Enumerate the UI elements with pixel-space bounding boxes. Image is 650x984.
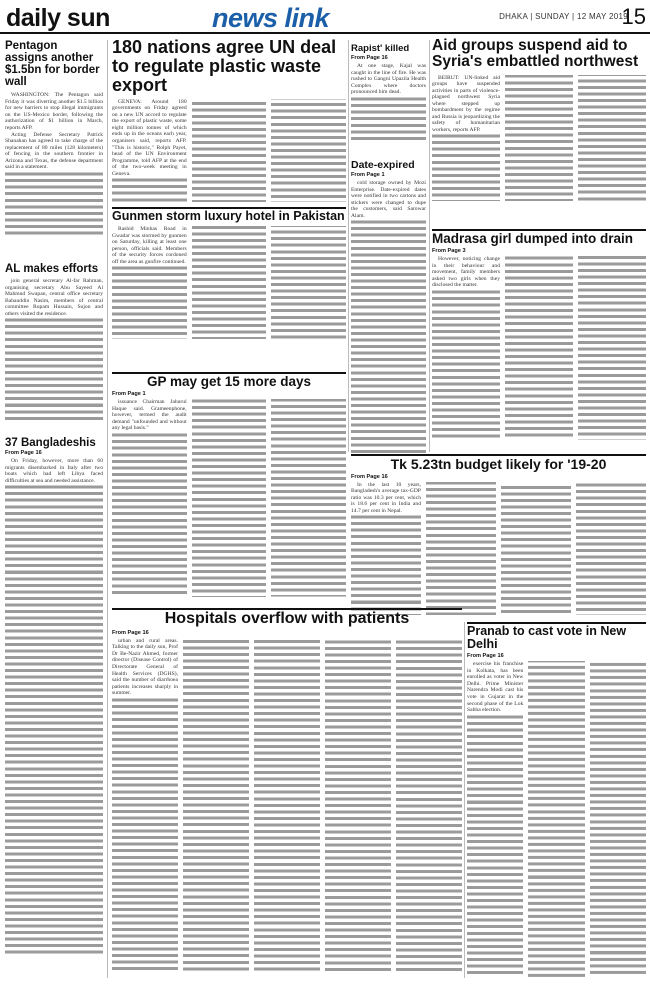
jump-line: From Page 1 [351, 172, 385, 179]
story-body [432, 75, 646, 222]
story-text: At one stage, Kajal was caught in the line of fire. He was rushed to Gangni Upazila Health Complex where doctors pronounced him dead. [351, 62, 426, 96]
headline: GP may get 15 more days [146, 375, 312, 389]
masthead [0, 0, 650, 34]
story-rapist [351, 44, 426, 156]
story-text: cold storage owned by Mozi Enterprise. Date-expired dates were notified in two cartons and stickers were changed to dupe the customers, said Sarowar Alam. [351, 180, 426, 219]
text-block [5, 317, 103, 421]
story-rule [112, 608, 462, 610]
text-block [5, 171, 103, 237]
headline: 37 Bangladeshis [5, 437, 96, 449]
column-divider [107, 40, 108, 978]
story-pranab [467, 625, 646, 977]
dateline: DHAKA | SUNDAY | 12 MAY 2019 [499, 12, 628, 21]
story-bangladeshis [5, 437, 103, 977]
story-text: Rashid Minhas Road in Gwadar was stormed by gunmen on Saturday, killing at least one person, officials said. Members of the security forces cordoned off the area as gunfire continued. [112, 226, 187, 265]
story-text: exercise his franchise in Kolkata, has been enrolled as voter in New Delhi. Prime Minister Narendra Modi cast his vote in Gujarat in the second phase of the Lok Sabha election. [467, 661, 524, 714]
jump-line: From Page 16 [112, 629, 149, 636]
column-divider [348, 40, 349, 452]
story-rule [112, 207, 346, 209]
headline: Pentagon assigns another $1.5bn for border wall [5, 40, 100, 89]
story-text: However, noticing change in their behaviour and movement, family members asked two girls when they disclosed the matter. [432, 256, 500, 289]
story-body [5, 92, 103, 237]
story-text: join general secretary Al-far Rahman, organising secretary Abu Sayeed Al Mahmud Swapan, central office secretary Bahauddin Nasim, members of central committee Rupam Hussain, Sujon and others visited the residence. [5, 278, 103, 317]
headline: Gunmen storm luxury hotel in Pakistan [112, 210, 345, 223]
story-text: BEIRUT: UN-linked aid groups have suspended activities in parts of violence-plagued northwest Syria where stepped up bombardment by the regime and Russia is jeopardizing the safety of humanitarian workers, reports AFP. [432, 74, 500, 133]
story-body [112, 99, 346, 205]
story-body [5, 458, 103, 954]
story-gp [112, 375, 346, 605]
jump-line: From Page 16 [467, 653, 504, 660]
section-title: news link [212, 3, 330, 33]
story-madrasa [432, 232, 646, 450]
story-lead: WASHINGTON: The Pentagon said Friday it was diverting another $1.5 billion for new barriers to stop illegal immigrants on the US-Mexico border, following the authorization of $1 billion in March, reports AFP. [5, 92, 103, 131]
jump-line: From Page 3 [432, 248, 466, 255]
headline: Pranab to cast vote in New Delhi [467, 625, 627, 652]
text-block [351, 96, 426, 142]
story-text: issuance Chairman Jahurul Haque said. Grameenphone, however, termed the audit demand "unfounded and without any legal basis." [112, 399, 187, 432]
column-divider [464, 622, 465, 978]
story-body [112, 226, 346, 366]
story-body [432, 256, 646, 446]
story-hospitals [112, 611, 462, 977]
story-al-makers [5, 263, 103, 431]
story-rule [432, 229, 646, 231]
story-body [467, 661, 646, 977]
story-date-expired [351, 160, 426, 460]
story-budget [351, 457, 646, 617]
story-gunmen [112, 210, 346, 370]
story-text: urban and rural areas. Talking to the daily sun, Prof Dr Be-Nazir Ahmed, former director (Disease Control) of Directorate General of Health Services (DGHS), said the number of diarrhoea patients increases sharply in summer. [112, 637, 178, 697]
headline: Rapist' killed [351, 44, 410, 54]
jump-line: From Page 1 [112, 391, 146, 398]
story-rule [112, 372, 346, 374]
jump-line: From Page 16 [351, 54, 388, 61]
story-text: GENEVA: Around 180 governments on Friday agreed on a new UN accord to regulate the export of plastic waste, some eight million tonnes of which ends up in the oceans each year, organisers said, reports AFP. "This is historic," Rolph Payet, head of the UN Environment Programme, told AFP at the end of the two-week meeting in Geneva. [112, 98, 187, 177]
story-body [351, 180, 426, 455]
story-body [5, 278, 103, 421]
story-body [112, 638, 462, 974]
story-body [112, 399, 346, 599]
headline: AL makes efforts [5, 263, 99, 275]
headline: Date-expired [351, 160, 415, 171]
jump-line: From Page 16 [5, 450, 42, 457]
headline: 180 nations agree UN deal to regulate plastic waste export [112, 38, 337, 95]
page-number: 15 [621, 4, 646, 29]
newspaper-logo: daily sun [6, 4, 110, 32]
story-text: Acting Defense Secretary Patrick Shanahan has agreed to take charge of the replacement of 80 miles (128 kilometers) of fencing in the southern frontier in Arizona and Texas, the defense department said in a statement. [5, 131, 103, 171]
text-block [351, 219, 426, 455]
jump-line: From Page 16 [351, 473, 388, 480]
story-text: In the last 10 years, Bangladesh's average tax-GDP ratio was 10.3 per cent, which is 18.6 per cent in India and 14.7 per cent in Nepal. [351, 481, 421, 514]
story-un-plastic [112, 38, 346, 205]
story-body [351, 482, 646, 616]
headline: Madrasa girl dumped into drain [432, 232, 634, 246]
story-rule [351, 454, 646, 456]
story-rule [467, 622, 646, 624]
story-text: On Friday, however, more than 60 migrants disembarked in Italy after two boats which had left Libya faced difficulties at sea and needed assistance. [5, 458, 103, 484]
story-body [351, 63, 426, 142]
headline: Hospitals overflow with patients [164, 611, 410, 627]
column-divider [429, 40, 430, 452]
headline: Tk 5.23tn budget likely for '19-20 [390, 457, 607, 472]
headline: Aid groups suspend aid to Syria's embattled northwest [432, 38, 639, 71]
story-pentagon [5, 40, 103, 245]
text-block [5, 484, 103, 954]
story-syria-aid [432, 38, 646, 226]
